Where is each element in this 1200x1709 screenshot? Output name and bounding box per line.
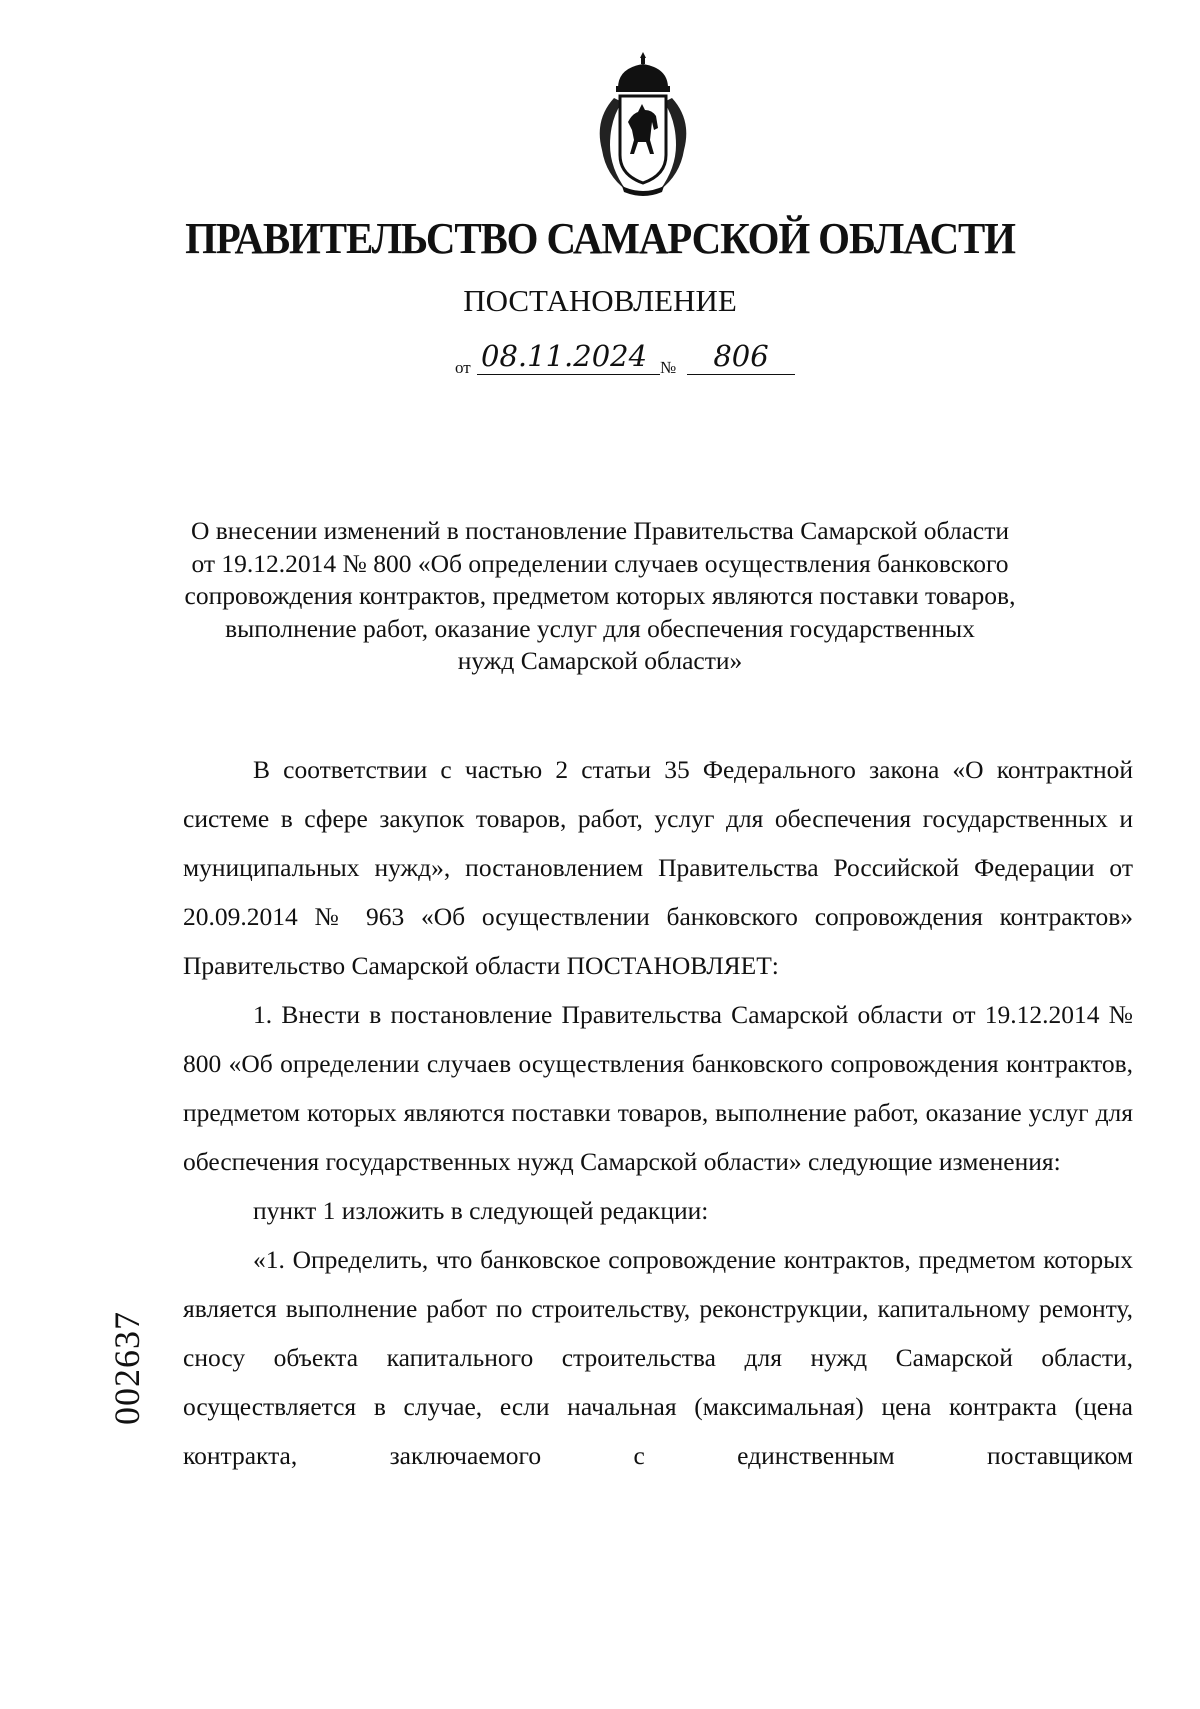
subject-line: от 19.12.2014 № 800 «Об определении случаев осуществления банковского [191, 548, 1009, 578]
document-date: 08.11.2024 [477, 338, 660, 375]
document-type: ПОСТАНОВЛЕНИЕ [463, 283, 737, 318]
body-paragraph-new-text: «1. Определить, что банковское сопровождение контрактов, предметом которых является выполнение работ по строительству, реконструкции, капитальному ремонту, сносу объекта капитального строительства для нужд Самарской области, осуществляется в случае, если начальная (максимальная) цена контракта (цена контракта, заключаемого с единственным поставщиком [183, 1245, 1133, 1470]
document-subject [150, 515, 1050, 678]
body-paragraph-preamble: В соответствии с частью 2 статьи 35 Федерального закона «О контрактной системе в сфере закупок товаров, работ, услуг для обеспечения государственных и муниципальных нужд», постановлением Правительства Российской Федерации от 20.09.2014 № 963 «Об осуществлении банковского сопровождения контрактов» Правительство Самарской области ПОСТАНОВЛЯЕТ: [183, 755, 1133, 980]
date-prefix: от [455, 358, 471, 377]
subject-line: сопровождения контрактов, предметом которых являются поставки товаров, [184, 581, 1016, 610]
document-number: 806 [687, 338, 795, 375]
subject-line: выполнение работ, оказание услуг для обеспечения государственных [225, 613, 975, 643]
subject-line: нужд Самарской области» [457, 646, 743, 675]
body-paragraph-item-1: 1. Внести в постановление Правительства Самарской области от 19.12.2014 № 800 «Об определении случаев осуществления банковского сопровождения контрактов, предметом которых являются поставки товаров, выполнение работ, оказание услуг для обеспечения государственных нужд Самарской области» следующие изменения: [183, 1000, 1133, 1176]
subject-line: О внесении изменений в постановление Правительства Самарской области [190, 516, 1010, 545]
coat-of-arms-icon [588, 50, 698, 200]
organization-title: ПРАВИТЕЛЬСТВО САМАРСКОЙ ОБЛАСТИ [185, 214, 1015, 263]
date-number-line [455, 338, 855, 378]
document-body [183, 745, 1133, 1480]
body-paragraph-instruction: пункт 1 изложить в следующей редакции: [253, 1196, 709, 1225]
side-registration-number: 002637 [107, 1311, 147, 1425]
number-prefix: № [660, 358, 677, 377]
